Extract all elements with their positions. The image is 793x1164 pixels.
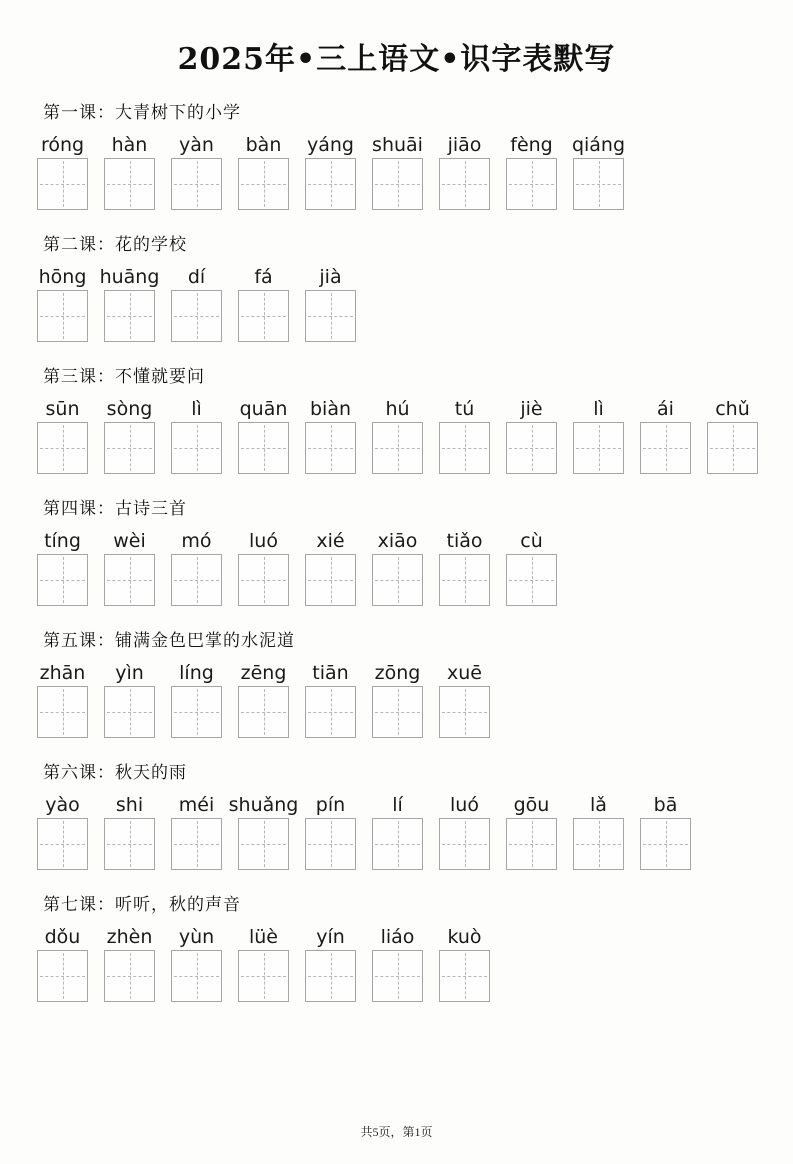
writing-grid-box (506, 554, 557, 606)
writing-grid-box (640, 818, 691, 870)
pinyin-label: zēng (240, 662, 287, 684)
writing-grid-box (305, 554, 356, 606)
pinyin-label: lǎ (590, 794, 607, 816)
writing-grid-box (37, 554, 88, 606)
page-footer: 共5页，第1页 (360, 1125, 433, 1139)
pinyin-label: lí (392, 794, 403, 816)
syllable-cell (238, 264, 289, 342)
syllable-cell (506, 528, 557, 606)
pinyin-label: cù (520, 530, 543, 552)
syllable-cell (305, 132, 356, 210)
lesson-heading: 第六课：秋天的雨 (43, 763, 187, 782)
pinyin-label: lüè (248, 926, 278, 948)
writing-grid-box (439, 950, 490, 1002)
writing-grid-box (104, 158, 155, 210)
syllable-cell (707, 396, 758, 474)
writing-grid-box (506, 818, 557, 870)
pinyin-label: zhèn (106, 926, 153, 948)
pinyin-label: yàn (179, 134, 214, 156)
syllable-cell (99, 264, 160, 342)
pinyin-label: xuē (447, 662, 482, 684)
syllable-cell (104, 528, 155, 606)
syllable-cell (37, 528, 88, 606)
writing-grid-box (37, 158, 88, 210)
pinyin-label: hú (385, 398, 410, 420)
pinyin-label: shi (115, 794, 144, 816)
pinyin-label: líng (179, 662, 214, 684)
writing-grid-box (238, 554, 289, 606)
lesson-section-7 (0, 893, 793, 1002)
syllable-cell (305, 924, 356, 1002)
syllable-cell (171, 924, 222, 1002)
writing-grid-box (238, 290, 289, 342)
syllable-cell (439, 660, 490, 738)
syllable-cell (238, 396, 289, 474)
pinyin-label: pín (315, 794, 346, 816)
writing-grid-box (439, 818, 490, 870)
writing-grid-box (372, 422, 423, 474)
page-title: 2025年•三上语文•识字表默写 (177, 42, 616, 77)
syllable-cell (372, 132, 423, 210)
writing-grid-box (305, 950, 356, 1002)
pinyin-label: luó (450, 794, 479, 816)
syllable-cell (305, 792, 356, 870)
syllable-cell (305, 660, 356, 738)
lesson-heading: 第一课：大青树下的小学 (43, 103, 241, 122)
pinyin-label: gōu (513, 794, 550, 816)
writing-grid-box (439, 554, 490, 606)
pinyin-grid-row (37, 396, 793, 474)
pinyin-label: zhān (39, 662, 86, 684)
lesson-section-4 (0, 497, 793, 606)
syllable-cell (573, 792, 624, 870)
syllable-cell (104, 924, 155, 1002)
pinyin-label: luó (249, 530, 278, 552)
pinyin-label: sòng (106, 398, 153, 420)
writing-grid-box (372, 158, 423, 210)
pinyin-label: huāng (99, 266, 160, 288)
writing-grid-box (104, 554, 155, 606)
writing-grid-box (37, 422, 88, 474)
syllable-cell (238, 924, 289, 1002)
syllable-cell (439, 396, 490, 474)
writing-grid-box (238, 818, 289, 870)
writing-grid-box (305, 818, 356, 870)
syllable-cell (640, 396, 691, 474)
pinyin-label: sūn (45, 398, 80, 420)
pinyin-label: dǒu (44, 926, 81, 948)
pinyin-label: shuǎng (228, 794, 299, 816)
writing-grid-box (37, 818, 88, 870)
syllable-cell (104, 792, 155, 870)
pinyin-label: tiǎo (446, 530, 483, 552)
syllable-cell (228, 792, 299, 870)
pinyin-label: tíng (44, 530, 81, 552)
writing-grid-box (238, 950, 289, 1002)
writing-grid-box (171, 554, 222, 606)
syllable-cell (305, 396, 356, 474)
syllable-cell (372, 792, 423, 870)
syllable-cell (171, 528, 222, 606)
syllable-cell (439, 792, 490, 870)
syllable-cell (506, 396, 557, 474)
syllable-cell (439, 132, 490, 210)
syllable-cell (372, 924, 423, 1002)
lesson-heading: 第五课：铺满金色巴掌的水泥道 (43, 631, 295, 650)
pinyin-label: xié (316, 530, 345, 552)
writing-grid-box (372, 686, 423, 738)
writing-grid-box (640, 422, 691, 474)
writing-grid-box (573, 818, 624, 870)
writing-grid-box (439, 422, 490, 474)
pinyin-label: fèng (510, 134, 553, 156)
pinyin-label: kuò (447, 926, 482, 948)
writing-grid-box (171, 290, 222, 342)
writing-grid-box (37, 290, 88, 342)
pinyin-grid-row (37, 132, 793, 210)
writing-grid-box (37, 950, 88, 1002)
pinyin-label: tiān (312, 662, 349, 684)
syllable-cell (305, 528, 356, 606)
writing-grid-box (238, 422, 289, 474)
writing-grid-box (238, 158, 289, 210)
writing-grid-box (506, 422, 557, 474)
pinyin-label: róng (40, 134, 85, 156)
pinyin-label: qiáng (571, 134, 626, 156)
lesson-section-6 (0, 761, 793, 870)
syllable-cell (171, 660, 222, 738)
syllable-cell (37, 924, 88, 1002)
pinyin-label: yìn (115, 662, 144, 684)
pinyin-label: jiè (520, 398, 543, 420)
pinyin-label: yào (45, 794, 80, 816)
writing-grid-box (305, 290, 356, 342)
lesson-section-3 (0, 365, 793, 474)
syllable-cell (37, 132, 88, 210)
writing-grid-box (305, 686, 356, 738)
writing-grid-box (372, 818, 423, 870)
writing-grid-box (37, 686, 88, 738)
writing-grid-box (305, 422, 356, 474)
writing-grid-box (238, 686, 289, 738)
syllable-cell (37, 396, 88, 474)
lesson-heading: 第七课：听听，秋的声音 (43, 895, 241, 914)
pinyin-label: hōng (38, 266, 87, 288)
pinyin-label: yín (316, 926, 345, 948)
syllable-cell (171, 264, 222, 342)
syllable-cell (238, 132, 289, 210)
syllable-cell (104, 396, 155, 474)
writing-grid-box (104, 950, 155, 1002)
writing-grid-box (171, 950, 222, 1002)
writing-grid-box (305, 158, 356, 210)
syllable-cell (171, 132, 222, 210)
pinyin-label: hàn (111, 134, 148, 156)
pinyin-grid-row (37, 924, 793, 1002)
writing-grid-box (372, 554, 423, 606)
syllable-cell (573, 396, 624, 474)
pinyin-label: mó (181, 530, 212, 552)
pinyin-label: jiāo (447, 134, 482, 156)
syllable-cell (37, 660, 88, 738)
syllable-cell (372, 660, 423, 738)
pinyin-label: fá (254, 266, 273, 288)
pinyin-label: ái (657, 398, 674, 420)
writing-grid-box (372, 950, 423, 1002)
syllable-cell (37, 792, 88, 870)
syllable-cell (305, 264, 356, 342)
syllable-cell (238, 528, 289, 606)
pinyin-label: lì (593, 398, 604, 420)
syllable-cell (372, 396, 423, 474)
syllable-cell (171, 396, 222, 474)
pinyin-label: xiāo (377, 530, 418, 552)
syllable-cell (573, 132, 624, 210)
syllable-cell (506, 792, 557, 870)
syllable-cell (104, 660, 155, 738)
writing-grid-box (171, 818, 222, 870)
pinyin-label: zōng (374, 662, 421, 684)
writing-grid-box (707, 422, 758, 474)
lesson-section-2 (0, 233, 793, 342)
pinyin-label: dí (187, 266, 206, 288)
pinyin-label: wèi (113, 530, 146, 552)
writing-grid-box (573, 158, 624, 210)
writing-grid-box (439, 158, 490, 210)
syllable-cell (372, 528, 423, 606)
syllable-cell (171, 792, 222, 870)
pinyin-grid-row (37, 792, 793, 870)
pinyin-label: biàn (309, 398, 352, 420)
writing-grid-box (439, 686, 490, 738)
pinyin-label: yùn (178, 926, 215, 948)
writing-grid-box (171, 422, 222, 474)
writing-grid-box (104, 818, 155, 870)
pinyin-label: jià (319, 266, 342, 288)
syllable-cell (104, 132, 155, 210)
pinyin-label: méi (178, 794, 215, 816)
pinyin-label: lì (191, 398, 202, 420)
pinyin-grid-row (37, 660, 793, 738)
writing-grid-box (573, 422, 624, 474)
writing-grid-box (171, 158, 222, 210)
pinyin-grid-row (37, 264, 793, 342)
pinyin-label: shuāi (372, 134, 423, 156)
syllable-cell (37, 264, 88, 342)
writing-grid-box (171, 686, 222, 738)
pinyin-label: bā (653, 794, 678, 816)
pinyin-label: bàn (245, 134, 282, 156)
lesson-section-1 (0, 101, 793, 210)
pinyin-label: tú (454, 398, 475, 420)
syllable-cell (439, 924, 490, 1002)
lesson-heading: 第二课：花的学校 (43, 235, 187, 254)
lesson-heading: 第三课：不懂就要问 (43, 367, 205, 386)
pinyin-label: yáng (307, 134, 354, 156)
lesson-section-5 (0, 629, 793, 738)
syllable-cell (640, 792, 691, 870)
pinyin-grid-row (37, 528, 793, 606)
pinyin-label: liáo (380, 926, 415, 948)
lesson-heading: 第四课：古诗三首 (43, 499, 187, 518)
writing-grid-box (104, 422, 155, 474)
pinyin-label: quān (239, 398, 288, 420)
syllable-cell (506, 132, 557, 210)
pinyin-label: chǔ (715, 398, 750, 420)
writing-grid-box (506, 158, 557, 210)
syllable-cell (439, 528, 490, 606)
writing-grid-box (104, 290, 155, 342)
syllable-cell (238, 660, 289, 738)
writing-grid-box (104, 686, 155, 738)
